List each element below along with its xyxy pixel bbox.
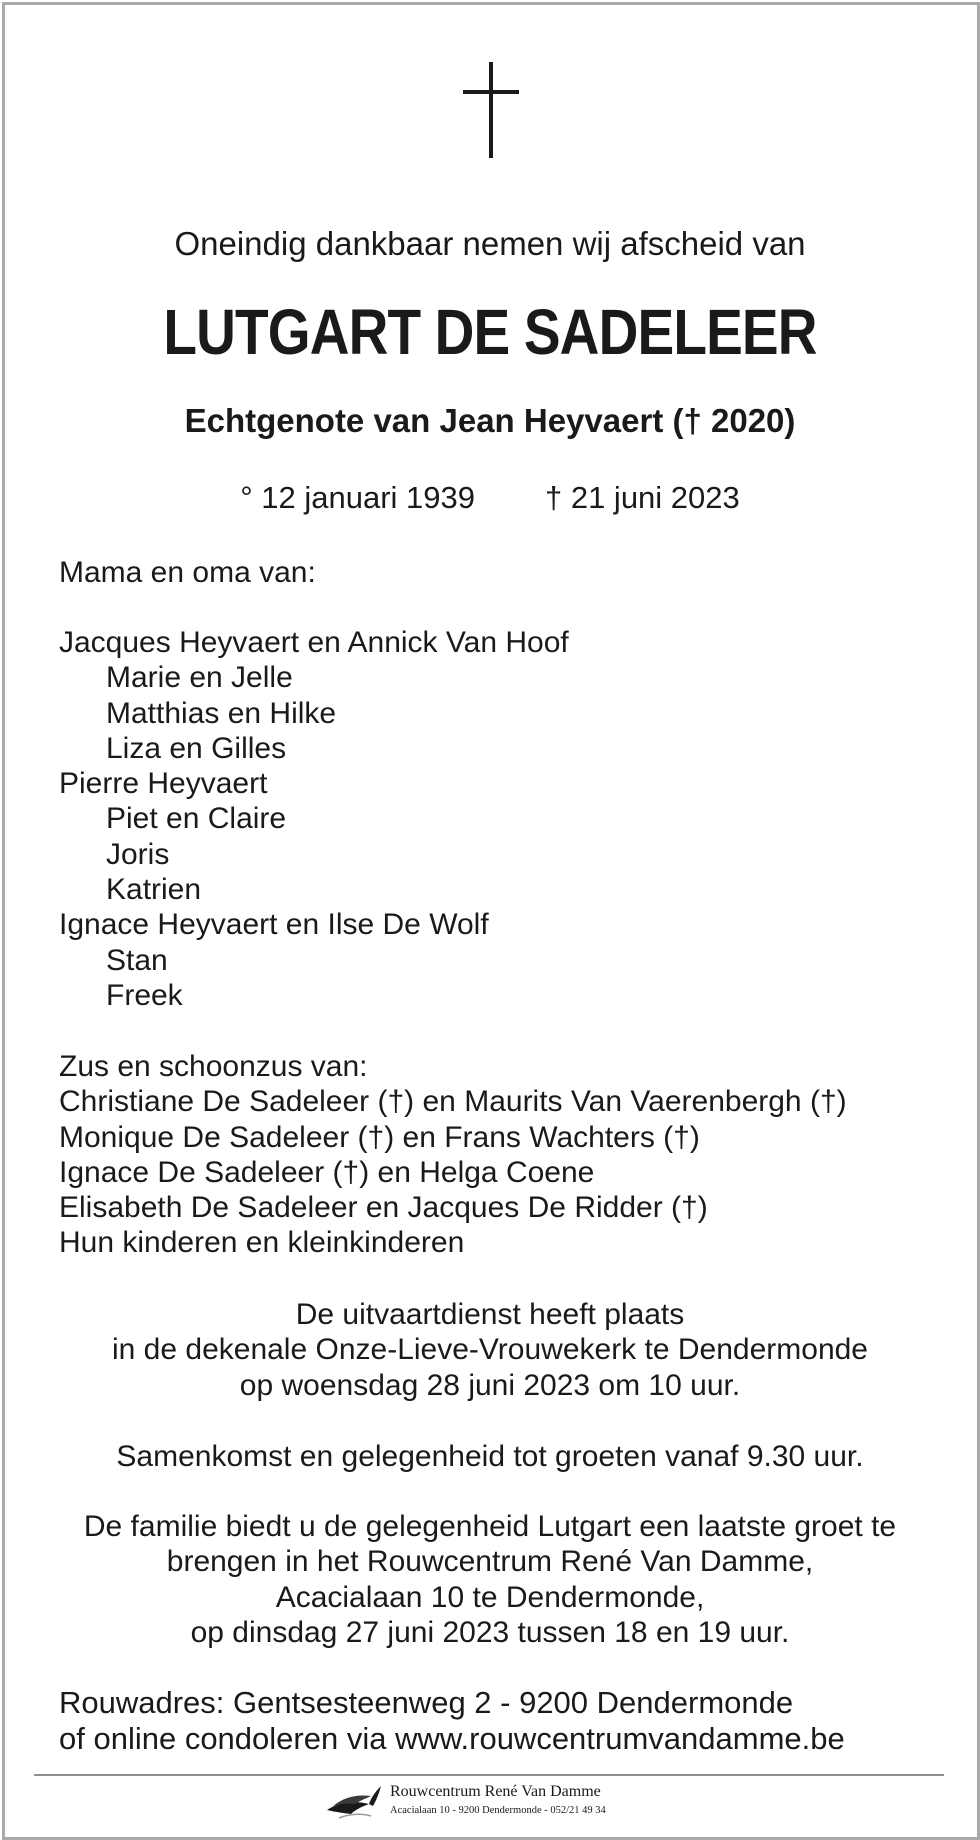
footer-divider	[34, 1774, 944, 1776]
family-line: Ignace Heyvaert en Ilse De Wolf	[59, 908, 489, 942]
online-condolence: of online condoleren via www.rouwcentrumvandamme.be	[59, 1720, 845, 1756]
family-line: Piet en Claire	[106, 802, 287, 836]
family-heading: Mama en oma van:	[59, 556, 316, 589]
family-line: Liza en Gilles	[106, 731, 287, 765]
sibling-line: Elisabeth De Sadeleer en Jacques De Ridder (†)	[59, 1191, 708, 1225]
sibling-line: Christiane De Sadeleer (†) en Maurits Van Vaerenbergh (†)	[59, 1085, 847, 1119]
family-list	[59, 625, 569, 1013]
sibling-line: Ignace De Sadeleer (†) en Helga Coene	[59, 1155, 595, 1189]
life-dates	[0, 480, 980, 516]
death-date: † 21 juni 2023	[544, 480, 740, 515]
family-line: Pierre Heyvaert	[59, 767, 268, 801]
siblings-heading: Zus en schoonzus van:	[59, 1050, 368, 1083]
visitation-line: De familie biedt u de gelegenheid Lutgart een laatste groet te	[83, 1510, 897, 1543]
sibling-line: Hun kinderen en kleinkinderen	[59, 1226, 465, 1260]
sibling-line: Monique De Sadeleer (†) en Frans Wachters (†)	[59, 1120, 700, 1154]
family-line: Katrien	[106, 873, 202, 907]
spouse-line: Echtgenote van Jean Heyvaert († 2020)	[184, 402, 796, 439]
siblings-list	[59, 1049, 847, 1261]
family-line: Marie en Jelle	[106, 661, 293, 695]
visitation-paragraph	[0, 1509, 980, 1650]
gathering-line: Samenkomst en gelegenheid tot groeten vanaf 9.30 uur.	[116, 1440, 864, 1473]
birth-date: ° 12 januari 1939	[240, 480, 475, 515]
family-line: Stan	[106, 943, 168, 977]
service-line: in de dekenale Onze-Lieve-Vrouwekerk te Dendermonde	[112, 1333, 868, 1367]
address-block	[59, 1685, 845, 1756]
bird-wing-icon	[325, 1780, 385, 1822]
funeral-home-name: Rouwcentrum René Van Damme	[390, 1783, 601, 1800]
family-line: Matthias en Hilke	[106, 696, 337, 730]
service-line: op woensdag 28 juni 2023 om 10 uur.	[239, 1368, 741, 1402]
cross-icon	[463, 62, 519, 158]
visitation-line: Acacialaan 10 te Dendermonde,	[275, 1580, 705, 1614]
family-line: Jacques Heyvaert en Annick Van Hoof	[59, 626, 569, 659]
service-paragraph	[0, 1297, 980, 1403]
visitation-line: op dinsdag 27 juni 2023 tussen 18 en 19 uur.	[190, 1615, 790, 1649]
service-line: De uitvaartdienst heeft plaats	[295, 1298, 685, 1331]
family-line: Joris	[106, 837, 170, 871]
intro-text: Oneindig dankbaar nemen wij afscheid van	[174, 225, 806, 262]
funeral-home-footer	[325, 1780, 685, 1830]
visitation-line: brengen in het Rouwcentrum René Van Damme,	[166, 1545, 814, 1579]
deceased-name: LUTGART DE SADELEER	[163, 296, 817, 368]
mourning-address: Rouwadres: Gentsesteenweg 2 - 9200 Dendermonde	[59, 1685, 794, 1720]
funeral-home-details: Acacialaan 10 - 9200 Dendermonde - 052/21 49 34	[390, 1805, 606, 1816]
family-line: Freek	[106, 978, 183, 1012]
